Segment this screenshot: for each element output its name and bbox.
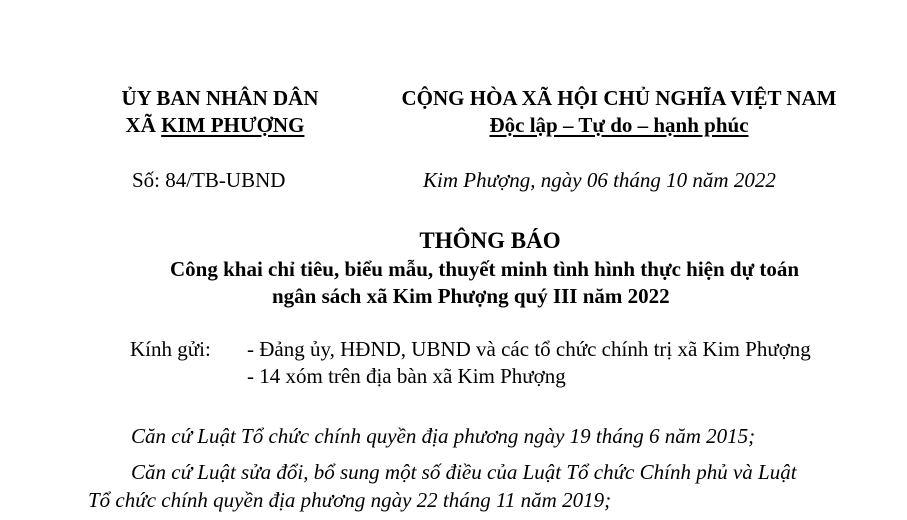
recipient-item: - Đảng ủy, HĐND, UBND và các tổ chức chính trị xã Kim Phượng bbox=[247, 337, 811, 361]
legal-basis-2-line2: Tổ chức chính quyền địa phương ngày 22 tháng 11 năm 2019; bbox=[88, 488, 612, 512]
legal-basis-1: Căn cứ Luật Tổ chức chính quyền địa phương ngày 19 tháng 6 năm 2015; bbox=[131, 424, 756, 448]
issuing-agency-line2 bbox=[100, 113, 330, 138]
recipient-item: - 14 xóm trên địa bàn xã Kim Phượng bbox=[247, 364, 566, 388]
national-title: CỘNG HÒA XÃ HỘI CHỦ NGHĨA VIỆT NAM bbox=[401, 86, 837, 110]
document-number: Số: 84/TB-UBND bbox=[132, 168, 286, 192]
issuing-agency-name: KIM PHƯỢNG bbox=[161, 113, 305, 137]
national-motto bbox=[370, 113, 868, 138]
place-and-date: Kim Phượng, ngày 06 tháng 10 năm 2022 bbox=[423, 168, 776, 192]
national-motto-text: Độc lập – Tự do – hạnh phúc bbox=[489, 113, 749, 137]
issuing-agency-prefix: XÃ bbox=[125, 113, 162, 137]
document-title: THÔNG BÁO bbox=[419, 228, 561, 253]
document-subtitle-line1: Công khai chỉ tiêu, biểu mẫu, thuyết minh tình hình thực hiện dự toán bbox=[170, 257, 800, 281]
issuing-agency-line1: ỦY BAN NHÂN DÂN bbox=[121, 86, 319, 110]
legal-basis-2-line1: Căn cứ Luật sửa đổi, bổ sung một số điều của Luật Tổ chức Chính phủ và Luật bbox=[131, 460, 797, 484]
recipients-label: Kính gửi: bbox=[130, 337, 211, 361]
document-subtitle-line2: ngân sách xã Kim Phượng quý III năm 2022 bbox=[272, 284, 670, 308]
